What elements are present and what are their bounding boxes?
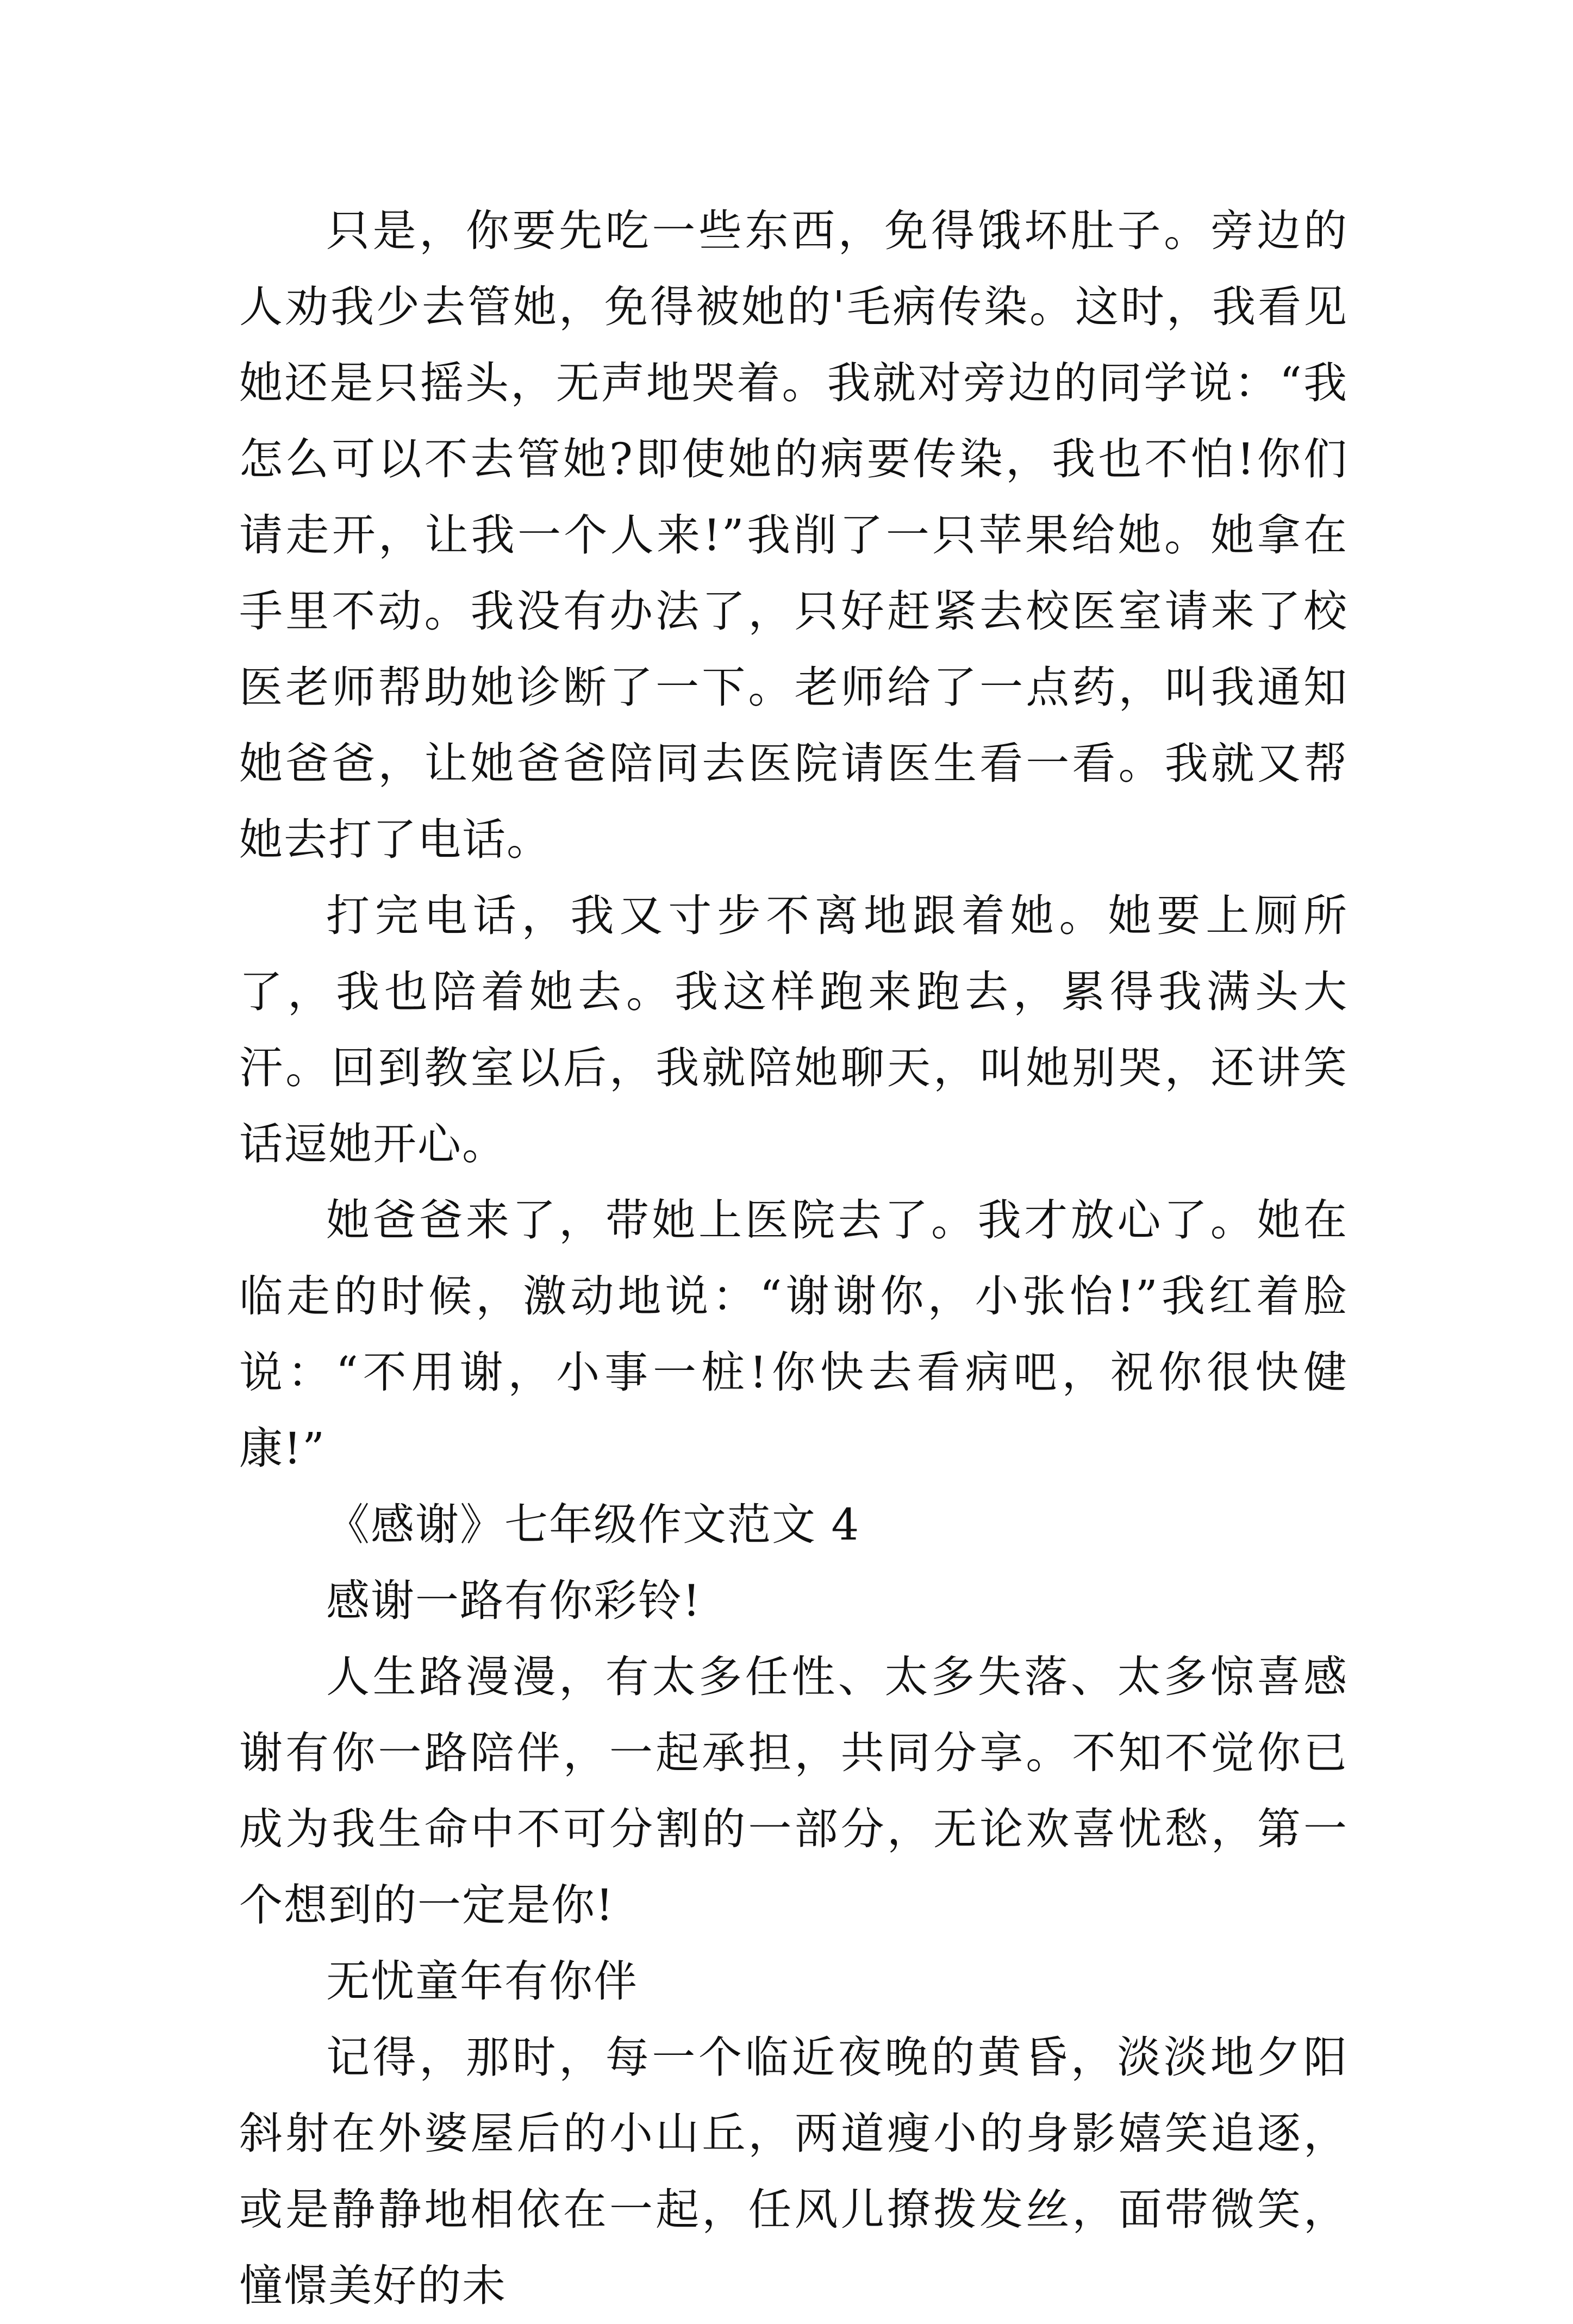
paragraph: 只是，你要先吃一些东西，免得饿坏肚子。旁边的人劝我少去管她，免得被她的'毛病传染。这时，我看见她还是只摇头，无声地哭着。我就对旁边的同学说：“我怎么可以不去管她?即使她的病要传染，我也不怕!你们请走开，让我一个人来!”我削了一只苹果给她。她拿在手里不动。我没有办法了，只好赶紧去校医室请来了校医老师帮助她诊断了一下。老师给了一点药，叫我通知她爸爸，让她爸爸陪同去医院请医生看一看。我就又帮她去打了电话。 [239,205,1348,865]
subheading: 无忧童年有你伴 [326,1956,638,2007]
section-title: 《感谢》七年级作文范文 4 [326,1499,860,1550]
essay-title: 感谢一路有你彩铃! [326,1575,702,1626]
paragraph: 记得，那时，每一个临近夜晚的黄昏，淡淡地夕阳斜射在外婆屋后的小山丘，两道瘦小的身影嬉笑追逐，或是静静地相依在一起，任风儿撩拨发丝，面带微笑，憧憬美好的未 [239,2032,1348,2311]
paragraph: 打完电话，我又寸步不离地跟着她。她要上厕所了，我也陪着她去。我这样跑来跑去，累得我满头大汗。回到教室以后，我就陪她聊天，叫她别哭，还讲笑话逗她开心。 [239,890,1348,1169]
paragraph: 她爸爸来了，带她上医院去了。我才放心了。她在临走的时候，激动地说：“谢谢你，小张怡!”我红着脸说：“不用谢，小事一桩!你快去看病吧，祝你很快健康!” [239,1195,1348,1474]
paragraph: 人生路漫漫，有太多任性、太多失落、太多惊喜感谢有你一路陪伴，一起承担，共同分享。不知不觉你已成为我生命中不可分割的一部分，无论欢喜忧愁，第一个想到的一定是你! [239,1652,1348,1930]
document-body [239,193,1348,2324]
